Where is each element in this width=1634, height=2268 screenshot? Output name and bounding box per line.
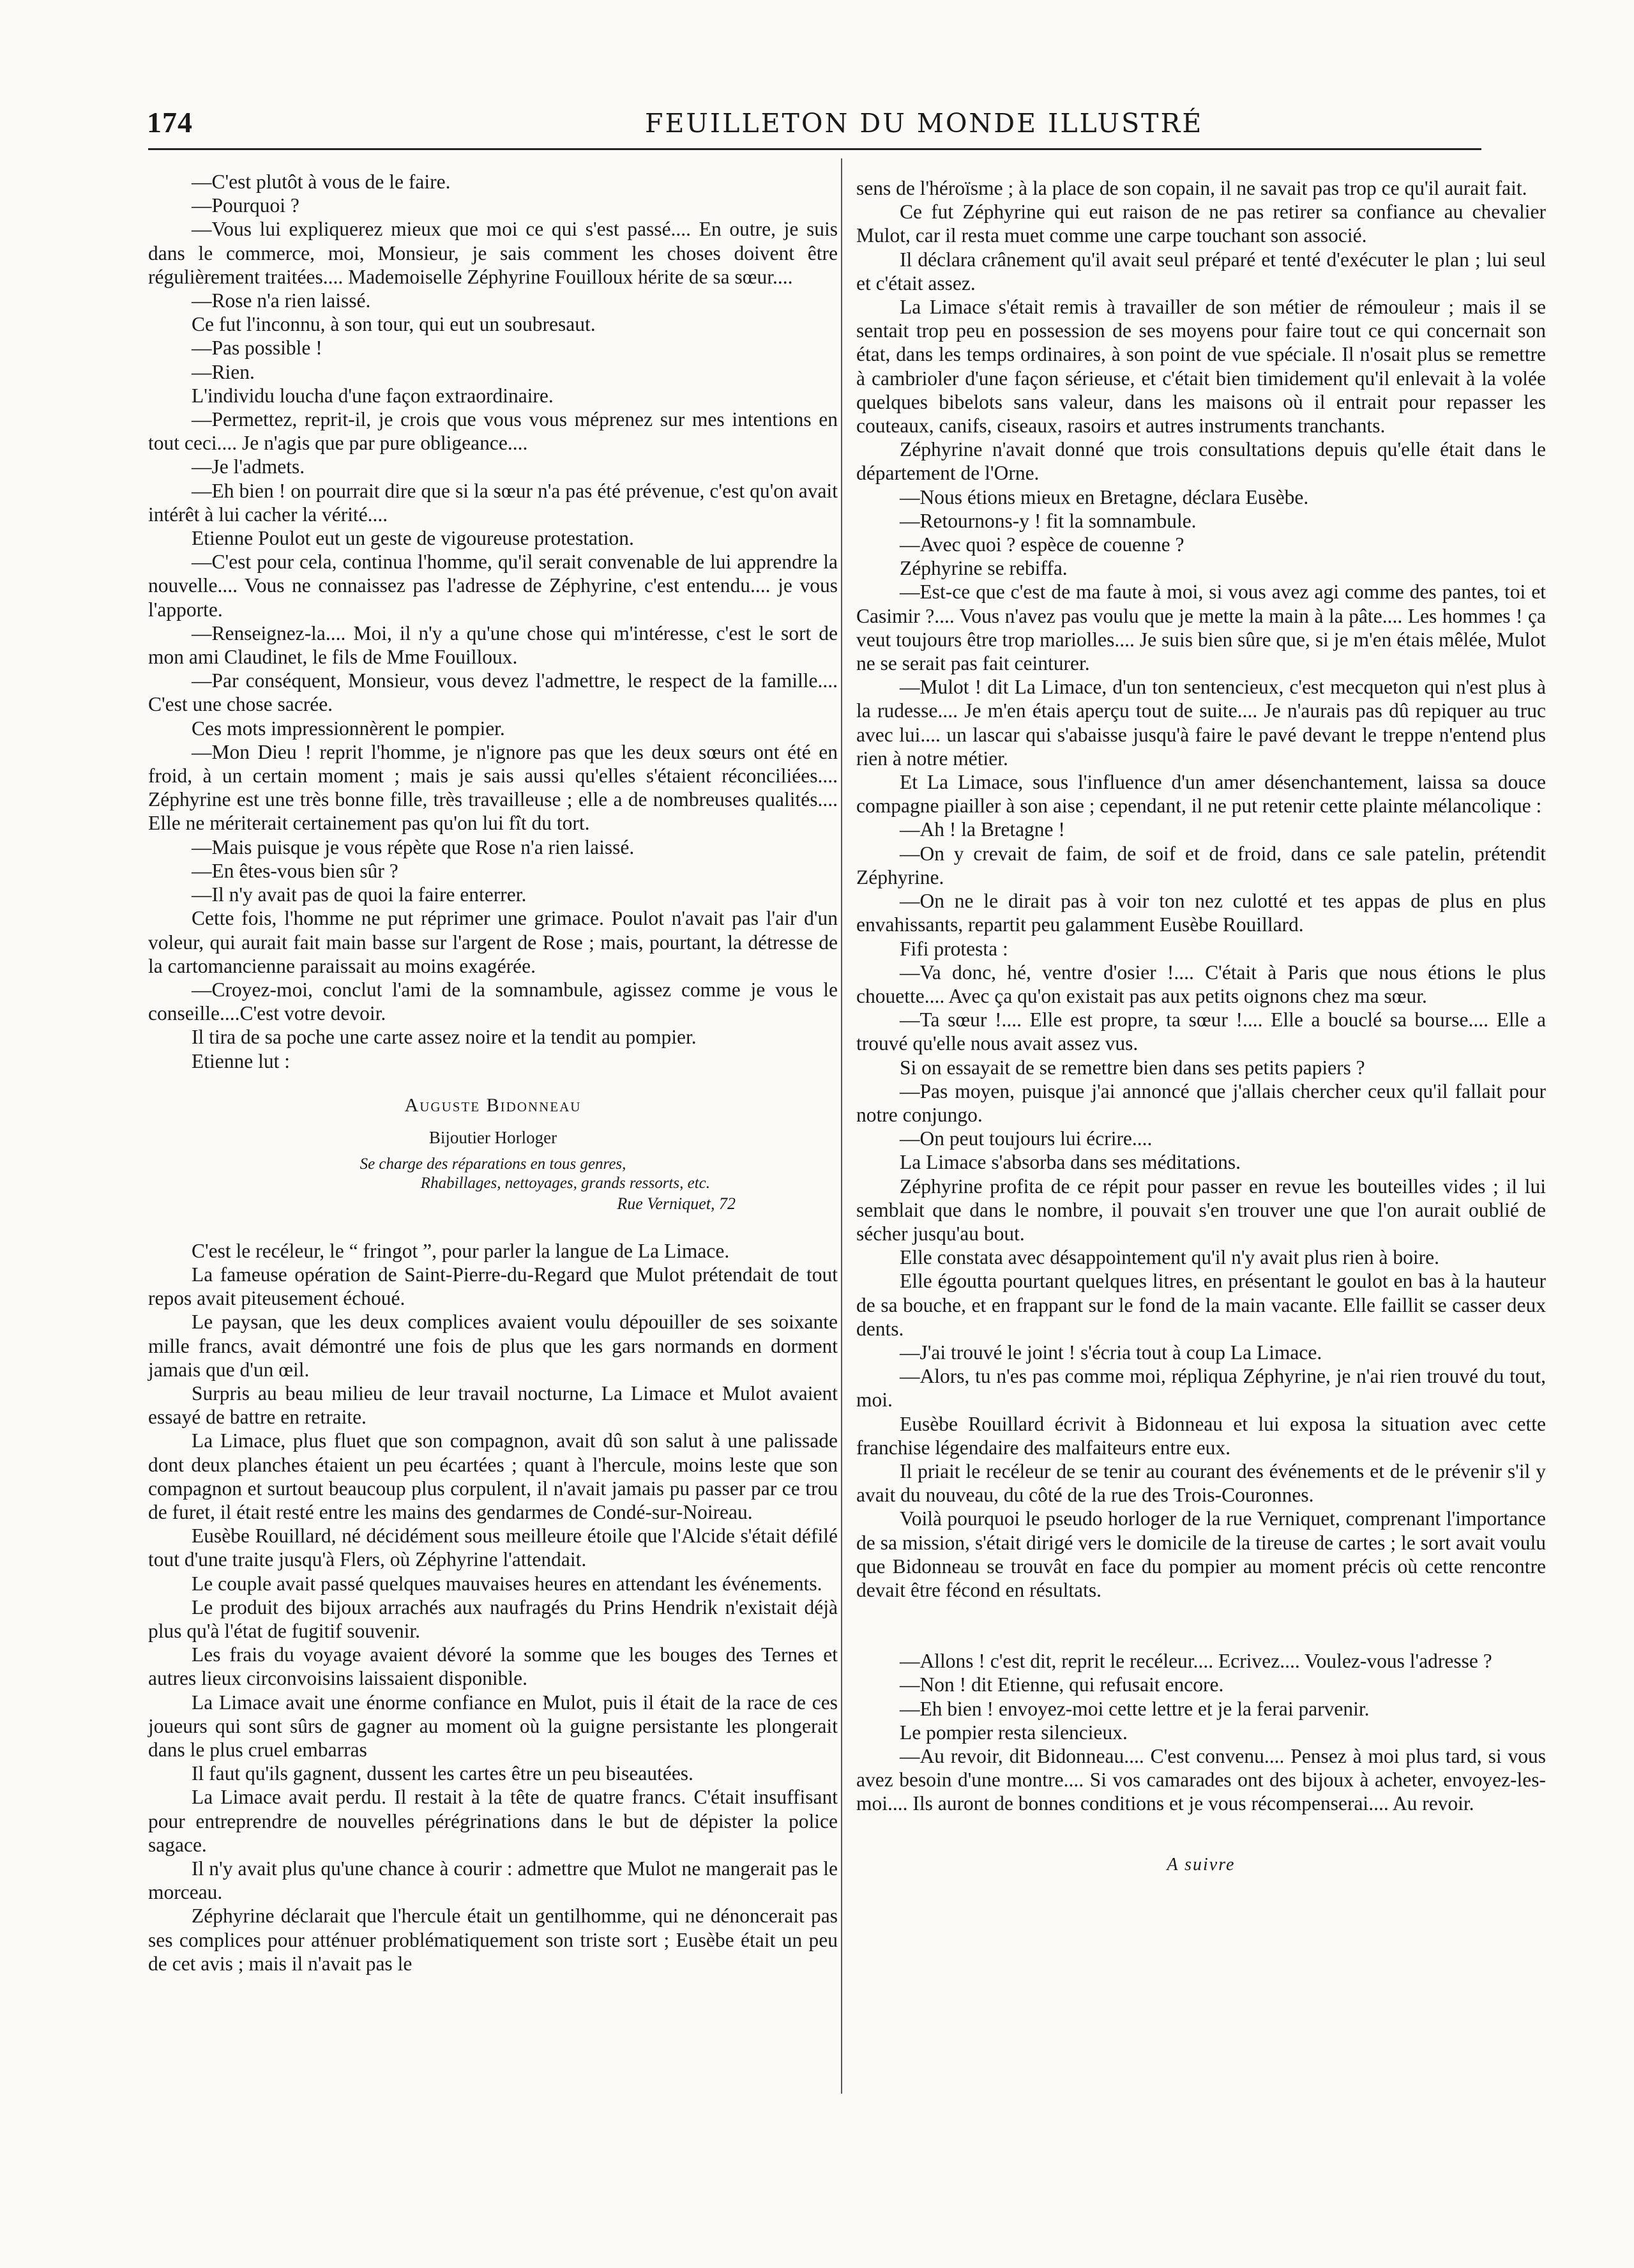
paragraph: —Croyez-moi, conclut l'ami de la somnambule, agissez comme je vous le conseille....C'est votre devoir. [148, 978, 838, 1025]
paragraph: —Nous étions mieux en Bretagne, déclara Eusèbe. [900, 485, 1309, 508]
card-line-2: Rhabillages, nettoyages, grands ressorts, etc. [420, 1174, 710, 1192]
paragraph: —Renseignez-la.... Moi, il n'y a qu'une chose qui m'intéresse, c'est le sort de mon ami Claudinet, le fils de Mme Fouilloux. [148, 621, 838, 669]
paragraph: —Mulot ! dit La Limace, d'un ton sentencieux, c'est mecqueton qui n'est plus à la rudesse.... Je m'en étais aperçu tout de suite.... Je n'aurais pas dû repiquer au truc avec lui.... un lascar qui s'abaisse jusqu'à faire le pavé devant le treppe n'entend plus rien à notre métier. [856, 676, 1546, 770]
running-title: FEUILLETON DU MONDE ILLUSTRÉ [645, 108, 1204, 139]
card-name: Auguste Bidonneau [404, 1094, 582, 1116]
paragraph: Elle égoutta pourtant quelques litres, en présentant le goulot en bas à la hauteur de sa bouche, et en frappant sur le fond de la main vacante. Elle faillit se casser deux dents. [856, 1270, 1546, 1340]
paragraph: Si on essayait de se remettre bien dans ses petits papiers ? [900, 1056, 1365, 1079]
paragraph: Et La Limace, sous l'influence d'un amer désenchantement, laissa sa douce compagne piailler à son aise ; cependant, il ne put retenir cette plainte mélancolique : [856, 771, 1546, 818]
paragraph: Il priait le recéleur de se tenir au courant des événements et de le prévenir s'il y avait du nouveau, du côté de la rue des Trois-Couronnes. [856, 1459, 1546, 1507]
paragraph: Etienne Poulot eut un geste de vigoureuse protestation. [192, 527, 634, 550]
paragraph: La Limace avait perdu. Il restait à la tête de quatre francs. C'était insuffisant pour entreprendre de nouvelles pérégrinations dans le but de dépister la police sagace. [148, 1786, 838, 1856]
paragraph: Eusèbe Rouillard, né décidément sous meilleure étoile que l'Alcide s'était défilé tout d'une traite jusqu'à Flers, où Zéphyrine l'attendait. [148, 1525, 838, 1571]
paragraph: Le paysan, que les deux complices avaient voulu dépouiller de ses soixante mille francs, avait démontré une fois de plus que les gars normands en dorment jamais que d'un œil. [148, 1311, 838, 1381]
business-card [148, 1095, 838, 1215]
paragraph: —Eh bien ! envoyez-moi cette lettre et je la ferai parvenir. [900, 1697, 1370, 1720]
paragraph: Le produit des bijoux arrachés aux naufragés du Prins Hendrik n'existait déjà plus qu'à l'état de fugitif souvenir. [148, 1595, 838, 1642]
right-paragraphs [856, 176, 1546, 1602]
paragraph: —Au revoir, dit Bidonneau.... C'est convenu.... Pensez à moi plus tard, si vous avez besoin d'une montre.... Si vos camarades ont des bijoux à acheter, envoyez-les-moi.... Ils auront de bonnes conditions et je vous récompenserai.... Au revoir. [856, 1745, 1546, 1815]
paragraph: —Mon Dieu ! reprit l'homme, je n'ignore pas que les deux sœurs ont été en froid, à un certain moment ; mais je sais aussi qu'elles s'étaient réconciliées.... Zéphyrine est une très bonne fille, très travailleuse ; elle a de nombreuses qualités.... Elle ne mériterait certainement pas qu'on lui fît du tort. [148, 740, 838, 835]
paragraph: La Limace avait une énorme confiance en Mulot, puis il était de la race de ces joueurs qui sont sûrs de gagner au moment où la guigne persistante les plongerait dans le plus cruel embarras [148, 1691, 838, 1761]
paragraph: Elle constata avec désappointement qu'il n'y avait plus rien à boire. [900, 1246, 1439, 1269]
paragraph: Ce fut Zéphyrine qui eut raison de ne pas retirer sa confiance au chevalier Mulot, car il resta muet comme une carpe touchant son associé. [856, 201, 1546, 247]
paragraph: —Ah ! la Bretagne ! [900, 818, 1065, 841]
paragraph: La fameuse opération de Saint-Pierre-du-Regard que Mulot prétendait de tout repos avait piteusement échoué. [148, 1263, 838, 1310]
left-paragraphs-after-card [148, 1239, 838, 1975]
column-divider [841, 158, 842, 2094]
paragraph: Le pompier resta silencieux. [900, 1721, 1128, 1744]
paragraph: Le couple avait passé quelques mauvaises heures en attendant les événements. [192, 1572, 822, 1595]
paragraph: —Il n'y avait pas de quoi la faire enterrer. [192, 883, 527, 906]
paragraph: —Pas possible ! [192, 337, 322, 360]
paragraph: Les frais du voyage avaient dévoré la somme que les bouges des Ternes et autres lieux circonvoisins laissaient disponible. [148, 1643, 838, 1690]
paragraph: —Vous lui expliquerez mieux que moi ce qui s'est passé.... En outre, je suis dans le commerce, moi, Monsieur, je sais comment les choses doivent être régulièrement traitées.... Mademoiselle Zéphyrine Fouilloux hérite de sa sœur.... [148, 218, 838, 288]
page-number: 174 [147, 106, 193, 139]
paragraph: —Non ! dit Etienne, qui refusait encore. [900, 1673, 1224, 1696]
paragraph: —Par conséquent, Monsieur, vous devez l'admettre, le respect de la famille.... C'est une chose sacrée. [148, 669, 838, 716]
left-paragraphs-before-card [148, 170, 838, 1073]
paragraph: —En êtes-vous bien sûr ? [192, 859, 398, 882]
paragraph: Voilà pourquoi le pseudo horloger de la rue Verniquet, comprenant l'importance de sa mission, s'était dirigé vers le domicile de la tireuse de cartes ; le sort avait voulu que Bidonneau se trouvât en face du pompier au moment précis où cette rencontre devait être fécond en résultats. [856, 1507, 1546, 1601]
paragraph: La Limace s'absorba dans ses méditations. [900, 1151, 1241, 1174]
paragraph: Ce fut l'inconnu, à son tour, qui eut un soubresaut. [192, 313, 596, 336]
paragraph: —Avec quoi ? espèce de couenne ? [900, 533, 1184, 556]
paragraph: —Pas moyen, puisque j'ai annoncé que j'allais chercher ceux qu'il fallait pour notre conjungo. [856, 1079, 1546, 1126]
paragraph: Il déclara crânement qu'il avait seul préparé et tenté d'exécuter le plan ; lui seul et c'était assez. [856, 248, 1546, 294]
paragraph: —Retournons-y ! fit la somnambule. [900, 509, 1197, 532]
left-column [148, 170, 838, 1975]
paragraph: Zéphyrine déclarait que l'hercule était un gentilhomme, qui ne dénoncerait pas ses complices pour atténuer problématiquement son triste sort ; Eusèbe était un peu de cet avis ; mais il n'avait pas le [148, 1905, 838, 1975]
paragraph: —On ne le dirait pas à voir ton nez culotté et tes appas de plus en plus envahissants, repartit peu galamment Eusèbe Rouillard. [856, 890, 1546, 936]
paragraph: —Va donc, hé, ventre d'osier !.... C'était à Paris que nous étions le plus chouette.... Avec ça qu'on existait pas aux petits oignons chez ma sœur. [856, 961, 1546, 1007]
header-rule [148, 148, 1481, 150]
paragraph: sens de l'héroïsme ; à la place de son copain, il ne savait pas trop ce qu'il aurait fait. [856, 177, 1527, 199]
paragraph: —Pourquoi ? [192, 194, 299, 217]
paragraph: —Je l'admets. [192, 455, 305, 478]
paragraph: —Rose n'a rien laissé. [192, 289, 371, 312]
paragraph: Il n'y avait plus qu'une chance à courir : admettre que Mulot ne mangerait pas le morceau. [148, 1857, 838, 1904]
paragraph: —Est-ce que c'est de ma faute à moi, si vous avez agi comme des pantes, toi et Casimir ?.... Vous n'avez pas voulu que je mette la main à la pâte.... Les hommes ! ça veut toujours être trop mariolles.... Je suis bien sûre que, si je m'en étais mêlée, Mulot ne se serait pas fait ceinturer. [856, 581, 1546, 675]
paragraph: La Limace, plus fluet que son compagnon, avait dû son salut à une palissade dont deux planches étaient un peu écartées ; quant à l'hercule, moins leste que son compagnon et surtout beaucoup plus corpulent, il n'avait jamais pu passer par ce trou de furet, il était resté entre les mains des gendarmes de Condé-sur-Noireau. [148, 1429, 838, 1523]
card-line-1: Se charge des réparations en tous genres, [359, 1155, 626, 1173]
paragraph: Etienne lut : [192, 1049, 290, 1072]
paragraph: C'est le recéleur, le “ fringot ”, pour parler la langue de La Limace. [192, 1239, 730, 1262]
paragraph: —Rien. [192, 360, 255, 383]
paragraph: Il faut qu'ils gagnent, dussent les cartes être un peu biseautées. [192, 1762, 693, 1785]
section-break [856, 1602, 1546, 1649]
paragraph: —Eh bien ! on pourrait dire que si la sœur n'a pas été prévenue, c'est qu'on avait intérêt à lui cacher la vérité.... [148, 479, 838, 526]
paragraph: —Permettez, reprit-il, je crois que vous vous méprenez sur mes intentions en tout ceci.... Je n'agis que par pure obligeance.... [148, 408, 838, 455]
right-column [856, 176, 1546, 1876]
paragraph: —On y crevait de faim, de soif et de froid, dans ce sale patelin, prétendit Zéphyrine. [856, 842, 1546, 888]
paragraph: —C'est plutôt à vous de le faire. [192, 171, 451, 193]
paragraph: —Ta sœur !.... Elle est propre, ta sœur !.... Elle a bouclé sa bourse.... Elle a trouvé qu'elle nous avait assez vus. [856, 1008, 1546, 1055]
paragraph: —On peut toujours lui écrire.... [900, 1127, 1153, 1150]
paragraph: —Alors, tu n'es pas comme moi, répliqua Zéphyrine, je n'ai rien trouvé du tout, moi. [856, 1365, 1546, 1412]
card-address: Rue Verniquet, 72 [617, 1194, 736, 1213]
paragraph: Il tira de sa poche une carte assez noire et la tendit au pompier. [192, 1026, 697, 1049]
card-trade: Bijoutier Horloger [428, 1127, 557, 1147]
paragraph: —J'ai trouvé le joint ! s'écria tout à coup La Limace. [900, 1341, 1322, 1364]
paragraph: La Limace s'était remis à travailler de son métier de rémouleur ; mais il se sentait trop peu en possession de ses moyens pour faire tout ce qui concernait son état, dans les temps ordinaires, à son point de vue spéciale. Il n'osait plus se remettre à cambrioler d'une façon sérieuse, et c'était bien timidement qu'il enlevait à la volée quelques bibelots sans valeur, dans les maisons où il entrait pour repasser les couteaux, canifs, ciseaux, rasoirs et autres instruments tranchants. [856, 296, 1546, 438]
paragraph: —Mais puisque je vous répète que Rose n'a rien laissé. [192, 835, 635, 858]
paragraph: —Allons ! c'est dit, reprit le recéleur.... Ecrivez.... Voulez-vous l'adresse ? [900, 1650, 1492, 1673]
paragraph: —C'est pour cela, continua l'homme, qu'il serait convenable de lui apprendre la nouvelle.... Vous ne connaissez pas l'adresse de Zéphyrine, c'est entendu.... je vous l'apporte. [148, 551, 838, 621]
paragraph: Zéphyrine n'avait donné que trois consultations depuis qu'elle était dans le département de l'Orne. [856, 438, 1546, 485]
paragraph: Fifi protesta : [900, 937, 1008, 960]
paragraph: Eusèbe Rouillard écrivit à Bidonneau et lui exposa la situation avec cette franchise légendaire des malfaiteurs entre eux. [856, 1412, 1546, 1459]
paragraph: Surpris au beau milieu de leur travail nocturne, La Limace et Mulot avaient essayé de battre en retraite. [148, 1381, 838, 1429]
paragraph: Ces mots impressionnèrent le pompier. [192, 717, 505, 740]
right-paragraphs-after-break [856, 1649, 1546, 1815]
paragraph: Zéphyrine se rebiffa. [900, 557, 1068, 580]
page-header [147, 105, 1478, 148]
to-be-continued: A suivre [1167, 1854, 1236, 1875]
paragraph: Cette fois, l'homme ne put réprimer une grimace. Poulot n'avait pas l'air d'un voleur, qui aurait fait main basse sur l'argent de Rose ; mais, pourtant, la détresse de la cartomancienne paraissait au moins exagérée. [148, 907, 838, 977]
paragraph: L'individu loucha d'une façon extraordinaire. [192, 384, 554, 407]
paragraph: Zéphyrine profita de ce répit pour passer en revue les bouteilles vides ; il lui semblait que dans le nombre, il pouvait s'en trouver une que l'on aurait oublié de sécher jusqu'au bout. [856, 1175, 1546, 1245]
